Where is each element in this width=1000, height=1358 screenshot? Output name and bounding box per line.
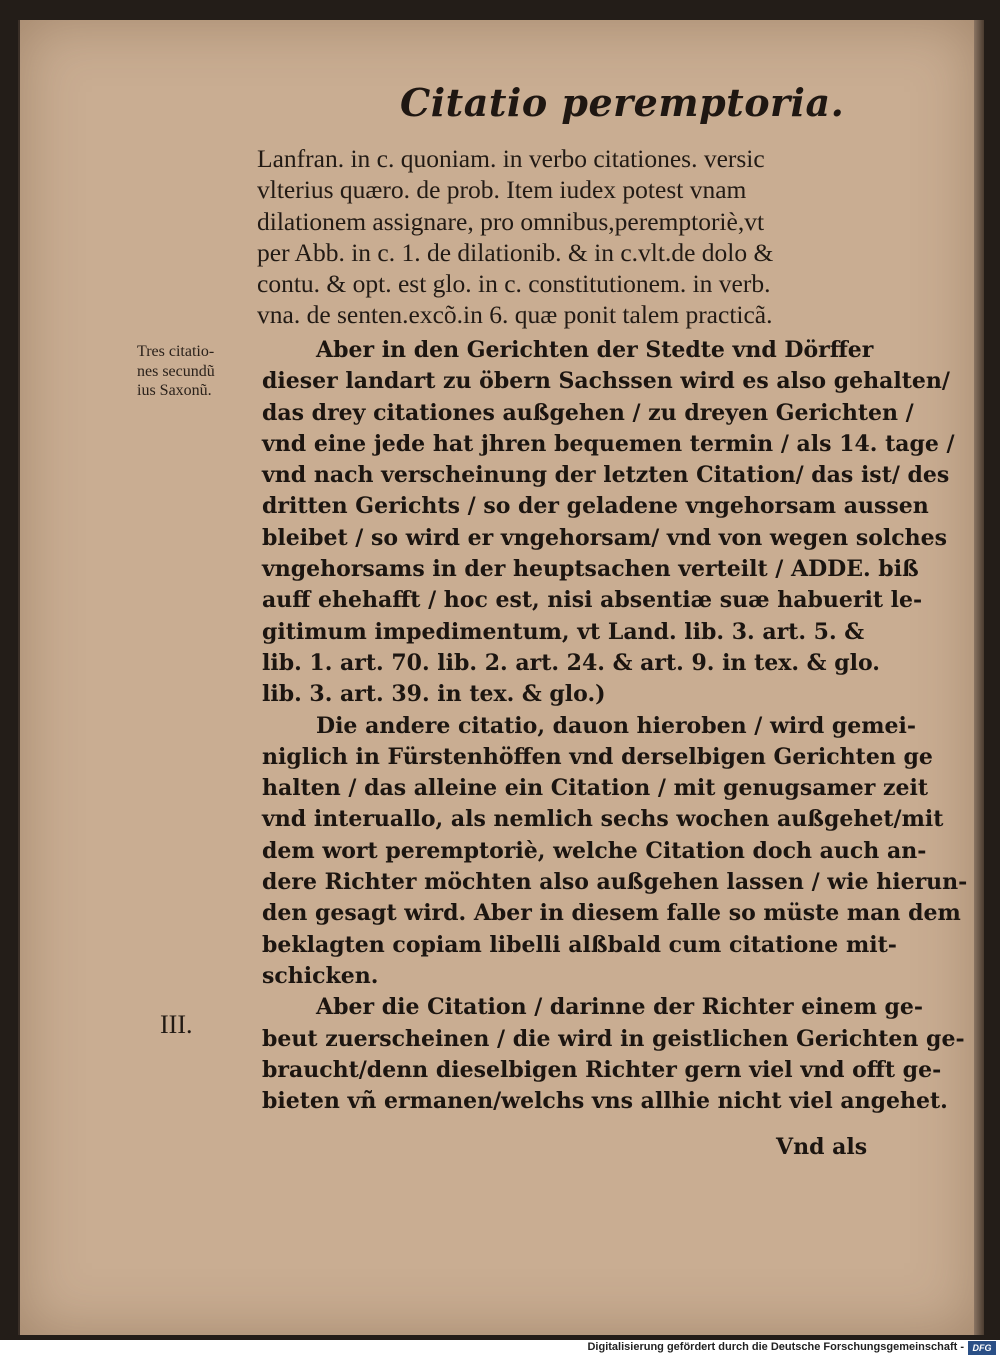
text-line: braucht/denn dieselbigen Richter gern viel vnd offt ge-	[262, 1056, 942, 1083]
text-line: lib. 3. art. 39. in tex. & glo.)	[262, 681, 606, 708]
text-line: vlterius quæro. de prob. Item iudex potest vnam	[257, 175, 747, 205]
text-line: vnd eine jede hat jhren bequemen termin / als 14. tage /	[262, 430, 955, 457]
text-line: beut zuerscheinen / die wird in geistlichen Gerichten ge-	[262, 1025, 965, 1052]
paragraph-2	[262, 711, 968, 993]
text-line: bleibet / so wird er vngehorsam/ vnd von wegen solches	[262, 524, 948, 551]
text-line: bieten vñ ermanen/welchs vns allhie nicht viel angehet.	[262, 1088, 948, 1115]
text-line: dem wort peremptoriè, welche Citation doch auch an-	[262, 837, 927, 864]
margin-note-line: ius Saxonũ.	[137, 382, 212, 399]
margin-note	[137, 342, 257, 401]
paragraph-1	[262, 335, 955, 711]
text-line: schicken.	[262, 962, 379, 989]
footer-credit: Digitalisierung gefördert durch die Deutsche Forschungsgemeinschaft -	[587, 1341, 964, 1353]
text-line: vngehorsams in der heuptsachen verteilt / ADDE. biß	[262, 556, 919, 583]
text-line: contu. & opt. est glo. in c. constitutionem. in verb.	[257, 269, 771, 299]
text-line: gitimum impedimentum, vt Land. lib. 3. art. 5. &	[262, 618, 865, 645]
text-line: das drey citationes außgehen / zu dreyen Gerichten /	[262, 399, 914, 426]
page-edge	[974, 20, 984, 1335]
section-number: III.	[160, 1010, 193, 1039]
text-line: lib. 1. art. 70. lib. 2. art. 24. & art. 9. in tex. & glo.	[262, 649, 880, 676]
text-line: niglich in Fürstenhöffen vnd derselbigen Gerichten ge	[262, 743, 933, 770]
catchword: Vnd als	[776, 1134, 868, 1160]
text-line: per Abb. in c. 1. de dilationib. & in c.vlt.de dolo &	[257, 237, 774, 267]
running-head: Citatio peremptoria.	[400, 80, 845, 125]
text-line: dieser landart zu öbern Sachssen wird es also gehalten/	[262, 368, 950, 395]
margin-note-line: nes secundũ	[137, 362, 215, 380]
text-line: vnd nach verscheinung der letzten Citation/ das ist/ des	[262, 462, 950, 489]
text-line: vna. de senten.excõ.in 6. quæ ponit talem practicã.	[257, 300, 773, 330]
latin-paragraph	[257, 143, 897, 331]
text-line: beklagten copiam libelli alßbald cum citatione mit-	[262, 931, 897, 958]
text-line: Lanfran. in c. quoniam. in verbo citationes. versic	[257, 144, 765, 173]
text-line: dilationem assignare, pro omnibus,peremptoriè,vt	[257, 206, 765, 236]
text-line: dere Richter möchten also außgehen lassen / wie hierun-	[262, 869, 968, 896]
text-line: Aber in den Gerichten der Stedte vnd Dörffer	[316, 337, 874, 363]
text-line: dritten Gerichts / so der geladene vngehorsam aussen	[262, 493, 929, 520]
german-body	[262, 335, 968, 1117]
text-line: halten / das alleine ein Citation / mit genugsamer zeit	[262, 775, 928, 802]
paragraph-3	[262, 992, 965, 1117]
text-line: den gesagt wird. Aber in diesem falle so müste man dem	[262, 900, 961, 927]
dfg-logo-icon: DFG	[968, 1341, 996, 1355]
text-line: Aber die Citation / darinne der Richter einem ge-	[316, 994, 924, 1021]
margin-note-line: Tres citatio-	[137, 343, 215, 360]
text-line: Die andere citatio, dauon hieroben / wird gemei-	[316, 712, 917, 739]
text-line: vnd interuallo, als nemlich sechs wochen außgehet/mit	[262, 806, 944, 833]
text-line: auff ehehafft / hoc est, nisi absentiæ suæ habuerit le-	[262, 587, 923, 614]
